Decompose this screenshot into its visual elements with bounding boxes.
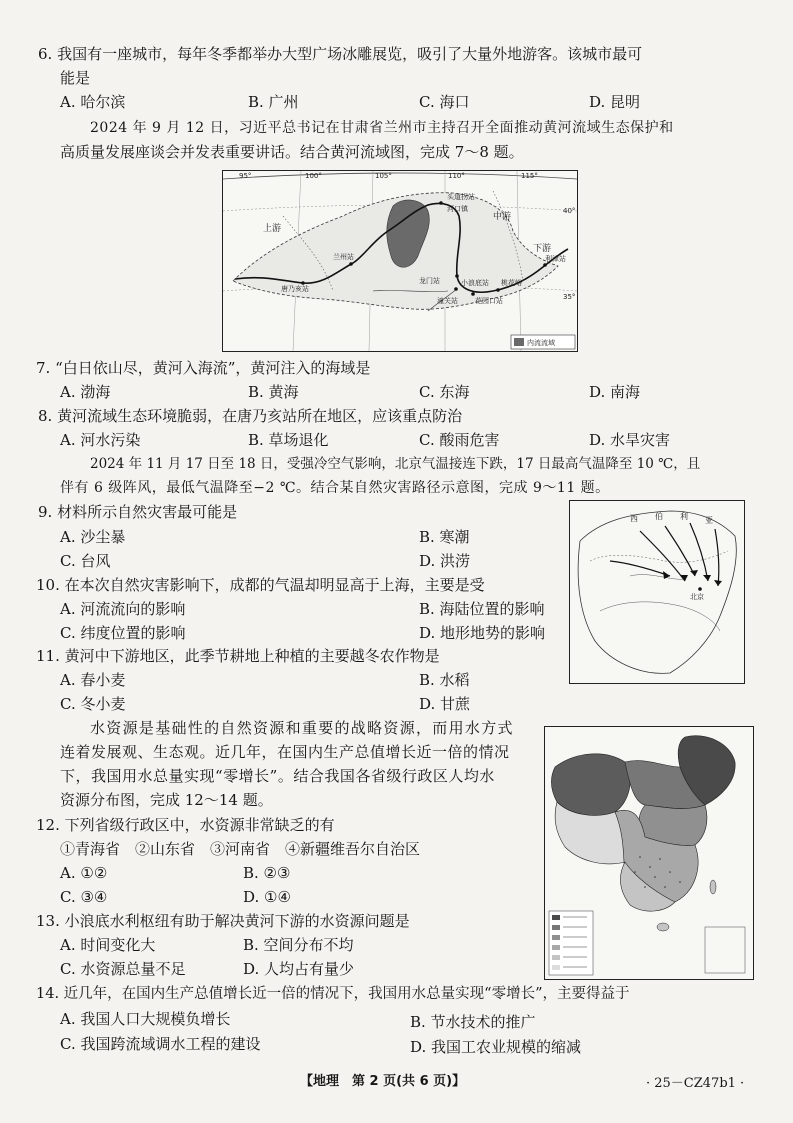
lat-40: 40° (563, 207, 576, 215)
q10-option-d: D. 地形地势的影响 (419, 624, 546, 642)
intro-9-11: 2024 年 11 月 17 日至 18 日，受强冷空气影响，北京气温接连下跌，17 日最高气温降至 10 ℃，且 (90, 456, 701, 472)
label-tangnaihai: 唐乃亥站 (281, 285, 309, 293)
question-9-stem: 9. 材料所示自然灾害最可能是 (38, 503, 238, 521)
lon-95: 95° (239, 172, 252, 180)
q13-option-d: D. 人均占有量少 (243, 960, 355, 978)
yellow-river-map (222, 170, 578, 352)
lon-100: 100° (305, 172, 322, 180)
label-longmen: 龙门站 (419, 277, 440, 285)
intro-12-14: 水资源是基础性的自然资源和重要的战略资源，而用水方式 (90, 719, 514, 737)
question-14-stem: 14. 近几年，在国内生产总值增长近一倍的情况下，我国用水总量实现“零增长”，主要得益于 (36, 986, 630, 1002)
q11-option-d: D. 甘蔗 (419, 695, 471, 713)
intro-12-14-line2: 连着发展观、生态观。近几年，在国内生产总值增长近一倍的情况 (60, 743, 510, 761)
legend-inland: 内流流域 (527, 339, 555, 347)
lon-105: 105° (375, 172, 392, 180)
lon-110: 110° (448, 172, 465, 180)
intro-12-14-line3: 下，我国用水总量实现“零增长”。结合我国各省级行政区人均水 (60, 767, 495, 785)
q14-option-c: C. 我国跨流域调水工程的建设 (60, 1035, 261, 1053)
label-beijing: 北京 (690, 593, 704, 601)
q11-option-b: B. 水稻 (419, 671, 470, 689)
intro-7-8-cont: 高质量发展座谈会并发表重要讲话。结合黄河流域图，完成 7～8 题。 (60, 143, 524, 161)
q7-option-d: D. 南海 (589, 383, 641, 401)
q8-option-d: D. 水旱灾害 (589, 431, 671, 449)
label-hekouzhen: 河口镇 (447, 205, 468, 213)
q10-option-a: A. 河流流向的影响 (60, 600, 186, 618)
q8-option-c: C. 酸雨危害 (419, 431, 500, 449)
q12-option-b: B. ②③ (243, 864, 291, 882)
q6-option-d: D. 昆明 (589, 93, 641, 111)
label-taohuayu: 桃花峪 (501, 279, 522, 287)
q7-option-c: C. 东海 (419, 383, 470, 401)
question-6-stem-cont: 能是 (60, 69, 91, 87)
label-li: 利 (680, 512, 688, 521)
lon-115: 115° (521, 172, 538, 180)
label-lijin: 利津站 (545, 255, 566, 263)
lat-35: 35° (563, 293, 576, 301)
page-code: · 25－CZ47b1 · (646, 1076, 745, 1091)
q6-option-c: C. 海口 (419, 93, 470, 111)
water-resources-map (544, 726, 754, 980)
label-toudaoguai: 头道拐站 (447, 193, 475, 201)
q13-option-a: A. 时间变化大 (60, 936, 156, 954)
q14-option-b: B. 节水技术的推广 (410, 1013, 536, 1031)
q14-option-d: D. 我国工农业规模的缩减 (410, 1038, 582, 1056)
q7-option-a: A. 渤海 (60, 383, 111, 401)
label-tongguan: 潼关站 (437, 297, 458, 305)
q6-option-b: B. 广州 (248, 93, 299, 111)
label-huayuankou: 花园口站 (475, 297, 503, 305)
q9-option-a: A. 沙尘暴 (60, 528, 126, 546)
q9-option-d: D. 洪涝 (419, 552, 471, 570)
q7-option-b: B. 黄海 (248, 383, 299, 401)
disaster-path-map (569, 500, 745, 684)
legend-swatch (514, 338, 524, 346)
question-8-stem: 8. 黄河流域生态环境脆弱，在唐乃亥站所在地区，应该重点防治 (38, 407, 463, 425)
label-xiaolangdi: 小浪底站 (461, 279, 489, 287)
q8-option-b: B. 草场退化 (248, 431, 329, 449)
question-12-choices: ①青海省 ②山东省 ③河南省 ④新疆维吾尔自治区 (60, 840, 421, 858)
q10-option-b: B. 海陆位置的影响 (419, 600, 545, 618)
question-11-stem: 11. 黄河中下游地区，此季节耕地上种植的主要越冬农作物是 (36, 647, 440, 665)
q13-option-c: C. 水资源总量不足 (60, 960, 186, 978)
q9-option-c: C. 台风 (60, 552, 111, 570)
label-xi: 西 (630, 514, 638, 523)
question-13-stem: 13. 小浪底水利枢纽有助于解决黄河下游的水资源问题是 (36, 912, 410, 930)
page-footer: 【地理 第 2 页(共 6 页)】 (300, 1074, 466, 1089)
intro-9-11-cont: 伴有 6 级阵风，最低气温降至−2 ℃。结合某自然灾害路径示意图，完成 9～11 题。 (60, 480, 610, 496)
q12-option-c: C. ③④ (60, 888, 108, 906)
label-lanzhou: 兰州站 (333, 253, 354, 261)
question-12-stem: 12. 下列省级行政区中，水资源非常缺乏的有 (36, 816, 335, 834)
q6-option-a: A. 哈尔滨 (60, 93, 126, 111)
q10-option-c: C. 纬度位置的影响 (60, 624, 186, 642)
q11-option-c: C. 冬小麦 (60, 695, 126, 713)
label-upstream: 上游 (263, 224, 282, 234)
q14-option-a: A. 我国人口大规模负增长 (60, 1010, 231, 1028)
label-bo: 伯 (655, 512, 663, 521)
q13-option-b: B. 空间分布不均 (243, 936, 354, 954)
label-midstream: 中游 (493, 212, 512, 222)
q9-option-b: B. 寒潮 (419, 528, 470, 546)
q12-option-a: A. ①② (60, 864, 108, 882)
question-6-stem: 6. 我国有一座城市，每年冬季都举办大型广场冰雕展览，吸引了大量外地游客。该城市最可 (38, 45, 643, 63)
question-10-stem: 10. 在本次自然灾害影响下，成都的气温却明显高于上海，主要是受 (36, 576, 485, 594)
label-ya: 亚 (705, 516, 713, 525)
intro-12-14-line4: 资源分布图，完成 12～14 题。 (60, 791, 273, 809)
q8-option-a: A. 河水污染 (60, 431, 141, 449)
q12-option-d: D. ①④ (243, 888, 291, 906)
intro-7-8: 2024 年 9 月 12 日，习近平总书记在甘肃省兰州市主持召开全面推动黄河流域生态保护和 (90, 120, 674, 136)
q11-option-a: A. 春小麦 (60, 671, 126, 689)
label-downstream: 下游 (533, 244, 552, 254)
question-7-stem: 7. “白日依山尽，黄河入海流”，黄河注入的海域是 (36, 359, 371, 377)
